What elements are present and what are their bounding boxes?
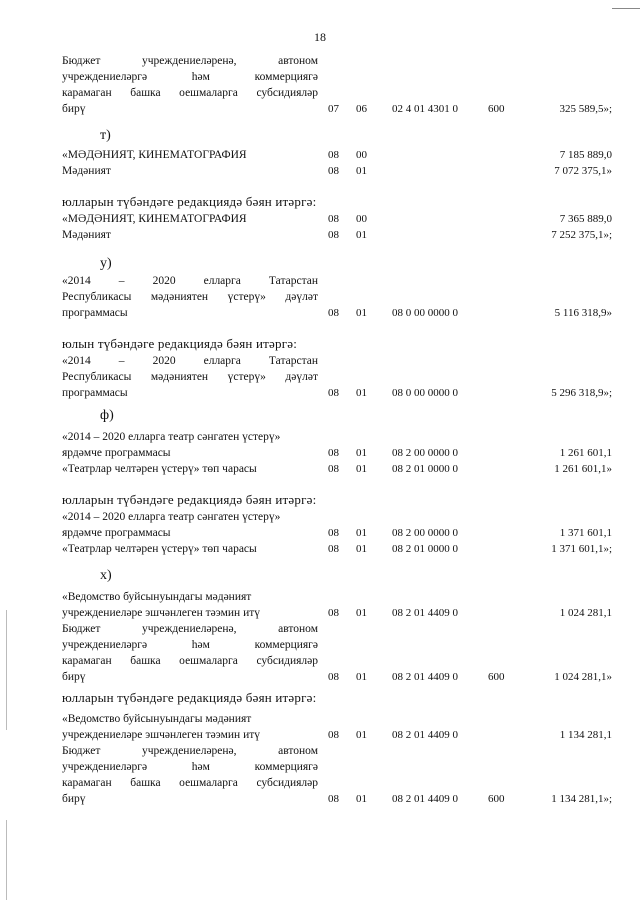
table-row (0, 446, 640, 460)
row-description: «2014 – 2020 елларга театр сәнгатен үстерү» (62, 431, 281, 443)
table-row (0, 622, 640, 636)
table-row (0, 430, 640, 444)
target-article-code: 08 2 01 4409 0 (392, 671, 458, 683)
section-code: 08 (328, 229, 339, 241)
amount: 7 252 375,1»; (551, 229, 612, 241)
subsection-code: 01 (356, 793, 367, 805)
section-code: 08 (328, 671, 339, 683)
row-description: «Театрлар челтәрен үстерү» төп чарасы (62, 543, 257, 555)
table-row (0, 306, 640, 320)
table-row (0, 542, 640, 556)
edit-instruction: юлын түбәндәге редакциядә бәян итәргә: (62, 336, 298, 351)
subsection-code: 01 (356, 729, 367, 741)
section-code: 08 (328, 307, 339, 319)
section-code: 08 (328, 447, 339, 459)
table-row (0, 510, 640, 524)
table-row (0, 102, 640, 116)
row-description: ярдәмче программасы (62, 447, 171, 459)
row-description: карамаган башка оешмаларга субсидияләр (62, 87, 318, 99)
subsection-code: 01 (356, 165, 367, 177)
table-row (0, 148, 640, 162)
amount: 1 024 281,1» (554, 671, 612, 683)
table-row (0, 638, 640, 652)
section-code: 08 (328, 729, 339, 741)
section-code: 08 (328, 213, 339, 225)
table-row (0, 526, 640, 540)
page-number: 18 (314, 30, 326, 44)
target-article-code: 08 0 00 0000 0 (392, 387, 458, 399)
row-description: бирү (62, 103, 86, 115)
subsection-code: 01 (356, 229, 367, 241)
table-row (0, 670, 640, 684)
section-code: 08 (328, 387, 339, 399)
table-row (0, 760, 640, 774)
expense-type-code: 600 (488, 103, 505, 115)
row-description: «2014 – 2020 елларга Татарстан (62, 355, 318, 367)
row-description: программасы (62, 307, 128, 319)
amount: 1 134 281,1 (559, 729, 612, 741)
top-edge-line (612, 8, 640, 9)
subsection-code: 01 (356, 671, 367, 683)
row-description: учреждениеләре эшчәнлеген тәэмин итү (62, 729, 261, 741)
amount: 1 024 281,1 (559, 607, 612, 619)
subsection-code: 01 (356, 543, 367, 555)
margin-mark (6, 820, 7, 900)
amount: 7 072 375,1» (554, 165, 612, 177)
table-row (0, 354, 640, 368)
table-row (0, 654, 640, 668)
row-description: учреждениеләре эшчәнлеген тәэмин итү (62, 607, 261, 619)
row-description: Республикасы мәдәниятен үстерү» дәүләт (62, 291, 318, 303)
section-code: 08 (328, 527, 339, 539)
section-code: 08 (328, 165, 339, 177)
amount: 1 134 281,1»; (551, 793, 612, 805)
row-description: Республикасы мәдәниятен үстерү» дәүләт (62, 371, 318, 383)
row-description: «2014 – 2020 елларга Татарстан (62, 275, 318, 287)
subsection-code: 01 (356, 307, 367, 319)
subsection-code: 01 (356, 607, 367, 619)
subsection-code: 01 (356, 463, 367, 475)
amount: 1 371 601,1»; (551, 543, 612, 555)
row-description: программасы (62, 387, 128, 399)
target-article-code: 08 2 01 0000 0 (392, 463, 458, 475)
amount: 5 116 318,9» (554, 307, 612, 319)
row-description: Бюджет учреждениеләренә, автоном (62, 623, 318, 635)
row-description: Бюджет учреждениеләренә, автоном (62, 55, 318, 67)
subsection-code: 06 (356, 103, 367, 115)
row-description: Мәдәният (62, 165, 111, 177)
section-code: 08 (328, 543, 339, 555)
row-description: Бюджет учреждениеләренә, автоном (62, 745, 318, 757)
table-row (0, 86, 640, 100)
target-article-code: 08 2 00 0000 0 (392, 527, 458, 539)
row-description: учреждениеләргә һәм коммерциягә (62, 761, 318, 773)
section-code: 08 (328, 463, 339, 475)
table-row (0, 462, 640, 476)
subsection-code: 00 (356, 213, 367, 225)
subsection-code: 01 (356, 447, 367, 459)
table-row (0, 290, 640, 304)
amount: 1 261 601,1 (559, 447, 612, 459)
item-letter: х) (100, 568, 112, 583)
amount: 7 185 889,0 (559, 149, 612, 161)
table-row (0, 712, 640, 726)
subsection-code: 00 (356, 149, 367, 161)
target-article-code: 08 2 01 4409 0 (392, 793, 458, 805)
subsection-code: 01 (356, 527, 367, 539)
amount: 5 296 318,9»; (551, 387, 612, 399)
amount: 1 261 601,1» (554, 463, 612, 475)
amount: 1 371 601,1 (559, 527, 612, 539)
edit-instruction: юлларын түбәндәге редакциядә бәян итәргә: (62, 194, 317, 209)
row-description: «Ведомство буйсынуындагы мәдәният (62, 591, 252, 603)
row-description: Мәдәният (62, 229, 111, 241)
table-row (0, 590, 640, 604)
edit-instruction: юлларын түбәндәге редакциядә бәян итәргә: (62, 690, 317, 705)
subsection-code: 01 (356, 387, 367, 399)
target-article-code: 08 2 01 0000 0 (392, 543, 458, 555)
target-article-code: 02 4 01 4301 0 (392, 103, 458, 115)
table-row (0, 776, 640, 790)
table-row (0, 370, 640, 384)
table-row (0, 164, 640, 178)
section-code: 07 (328, 103, 339, 115)
row-description: «Театрлар челтәрен үстерү» төп чарасы (62, 463, 257, 475)
expense-type-code: 600 (488, 671, 505, 683)
table-row (0, 792, 640, 806)
row-description: карамаган башка оешмаларга субсидияләр (62, 777, 318, 789)
item-letter: т) (100, 128, 111, 143)
target-article-code: 08 0 00 0000 0 (392, 307, 458, 319)
section-code: 08 (328, 149, 339, 161)
amount: 325 589,5»; (559, 103, 612, 115)
row-description: учреждениеләргә һәм коммерциягә (62, 639, 318, 651)
row-description: бирү (62, 793, 86, 805)
table-row (0, 606, 640, 620)
row-description: учреждениеләргә һәм коммерциягә (62, 71, 318, 83)
amount: 7 365 889,0 (559, 213, 612, 225)
table-row (0, 744, 640, 758)
table-row (0, 212, 640, 226)
table-row (0, 386, 640, 400)
target-article-code: 08 2 01 4409 0 (392, 607, 458, 619)
section-code: 08 (328, 793, 339, 805)
row-description: ярдәмче программасы (62, 527, 171, 539)
table-row (0, 70, 640, 84)
target-article-code: 08 2 00 0000 0 (392, 447, 458, 459)
expense-type-code: 600 (488, 793, 505, 805)
row-description: «Ведомство буйсынуындагы мәдәният (62, 713, 252, 725)
target-article-code: 08 2 01 4409 0 (392, 729, 458, 741)
section-code: 08 (328, 607, 339, 619)
table-row (0, 228, 640, 242)
row-description: «МӘДӘНИЯТ, КИНЕМАТОГРАФИЯ (62, 213, 247, 225)
edit-instruction: юлларын түбәндәге редакциядә бәян итәргә: (62, 492, 317, 507)
row-description: «2014 – 2020 елларга театр сәнгатен үстерү» (62, 511, 281, 523)
item-letter: у) (100, 256, 112, 271)
table-row (0, 274, 640, 288)
row-description: карамаган башка оешмаларга субсидияләр (62, 655, 318, 667)
row-description: бирү (62, 671, 86, 683)
row-description: «МӘДӘНИЯТ, КИНЕМАТОГРАФИЯ (62, 149, 247, 161)
table-row (0, 54, 640, 68)
table-row (0, 728, 640, 742)
item-letter: ф) (100, 408, 114, 423)
